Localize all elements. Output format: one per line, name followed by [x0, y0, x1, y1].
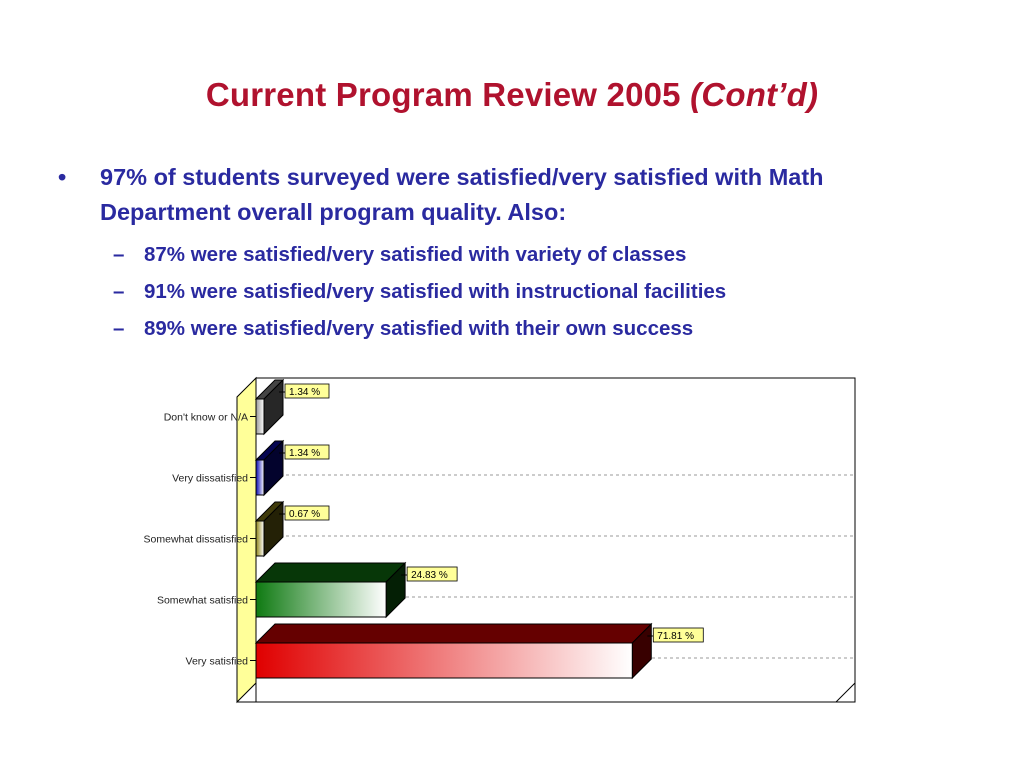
data-label: 1.34 % — [289, 448, 321, 459]
title-main: Current Program Review 2005 — [205, 76, 681, 113]
sub-bullet-marker: – — [113, 243, 125, 266]
bar — [256, 582, 386, 617]
bullet-marker: • — [58, 164, 67, 190]
bar — [256, 521, 264, 556]
category-tick-label: Don't know or N/A — [163, 411, 248, 424]
sub-bullet-marker: – — [113, 280, 125, 303]
data-label: 0.67 % — [289, 509, 321, 520]
data-label: 1.34 % — [289, 387, 321, 398]
category-tick-label: Somewhat satisfied — [156, 594, 248, 607]
bar-top-face — [256, 563, 405, 582]
data-label: 24.83 % — [411, 570, 448, 581]
bar — [256, 399, 264, 434]
category-tick-label: Very dissatisfied — [172, 472, 248, 485]
title-suffix: (Cont’d) — [690, 76, 819, 113]
sub-bullet-text: 87% were satisfied/very satisfied with variety of classes — [144, 243, 687, 266]
data-label: 71.81 % — [657, 631, 694, 642]
bar-top-face — [256, 624, 651, 643]
sub-bullet-marker: – — [113, 317, 125, 340]
bar — [256, 643, 632, 678]
bar — [256, 460, 264, 495]
sub-bullet-text: 89% were satisfied/very satisfied with their own success — [144, 317, 694, 340]
sub-bullet-text: 91% were satisfied/very satisfied with instructional facilities — [144, 280, 727, 303]
category-tick-label: Very satisfied — [185, 655, 248, 668]
category-tick-label: Somewhat dissatisfied — [143, 533, 248, 546]
main-bullet-text: 97% of students surveyed were satisfied/very satisfied with Math Department overall program quality. Also: — [100, 164, 824, 225]
